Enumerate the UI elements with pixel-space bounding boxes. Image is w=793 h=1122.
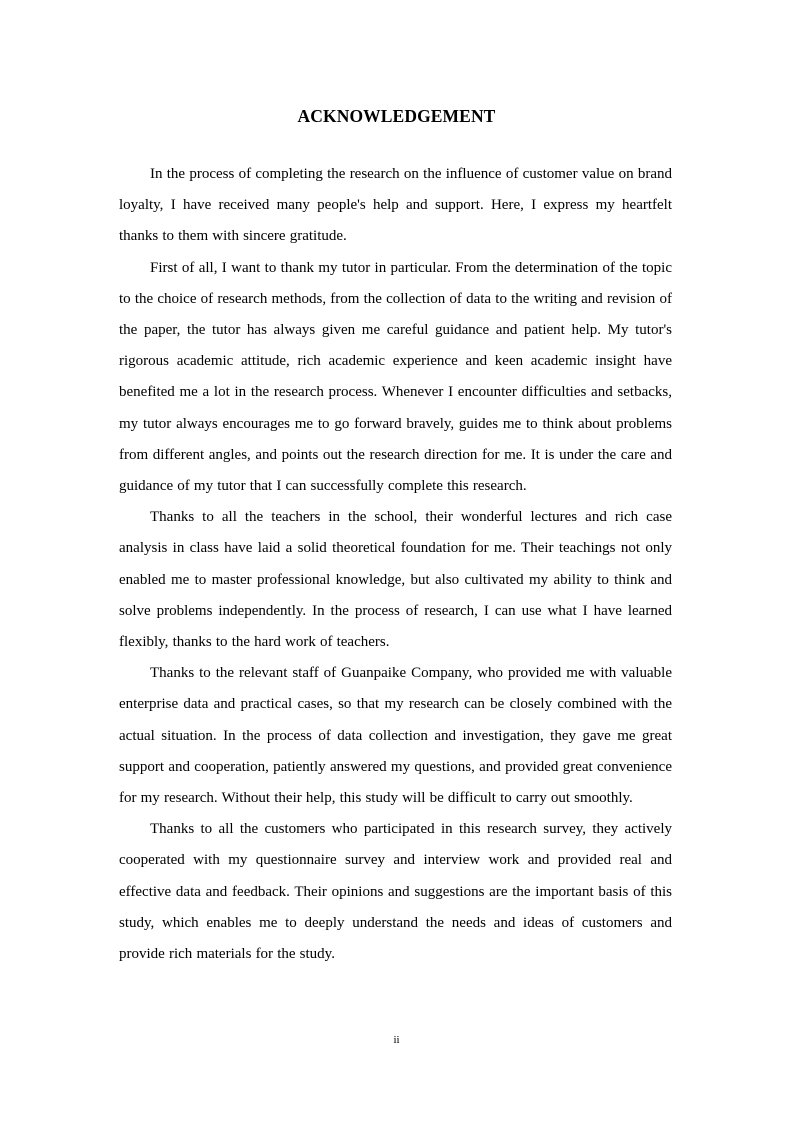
page-title: ACKNOWLEDGEMENT xyxy=(297,106,496,126)
paragraph-5: Thanks to all the customers who participated in this research survey, they actively cooperated with my questionnaire survey and interview work and provided real and effective data and feedback. Their opinions and suggestions are the important basis of this study, which enables me to deeply understand the needs and ideas of customers and provide rich materials for the study. xyxy=(119,821,672,963)
paragraph-3: Thanks to all the teachers in the school, their wonderful lectures and rich case analysis in class have laid a solid theoretical foundation for me. Their teachings not only enabled me to master professional knowledge, but also cultivated my ability to think and solve problems independently. In the process of research, I can use what I have learned flexibly, thanks to the hard work of teachers. xyxy=(119,509,672,651)
paragraph-2: First of all, I want to thank my tutor in particular. From the determination of the topic to the choice of research methods, from the collection of data to the writing and revision of the paper, the tutor has always given me careful guidance and patient help. My tutor's rigorous academic attitude, rich academic experience and keen academic insight have benefited me a lot in the research process. Whenever I encounter difficulties and setbacks, my tutor always encourages me to go forward bravely, guides me to think about problems from different angles, and points out the research direction for me. It is under the care and guidance of my tutor that I can successfully complete this research. xyxy=(119,259,672,495)
page-number: ii xyxy=(393,1034,400,1046)
paragraph-1: In the process of completing the research on the influence of customer value on brand loyalty, I have received many people's help and support. Here, I express my heartfelt thanks to them with sincere gratitude. xyxy=(119,166,672,245)
paragraph-4: Thanks to the relevant staff of Guanpaike Company, who provided me with valuable enterprise data and practical cases, so that my research can be closely combined with the actual situation. In the process of data collection and investigation, they gave me great support and cooperation, patiently answered my questions, and provided great convenience for my research. Without their help, this study will be difficult to carry out smoothly. xyxy=(119,665,672,807)
acknowledgement-body xyxy=(119,159,672,970)
